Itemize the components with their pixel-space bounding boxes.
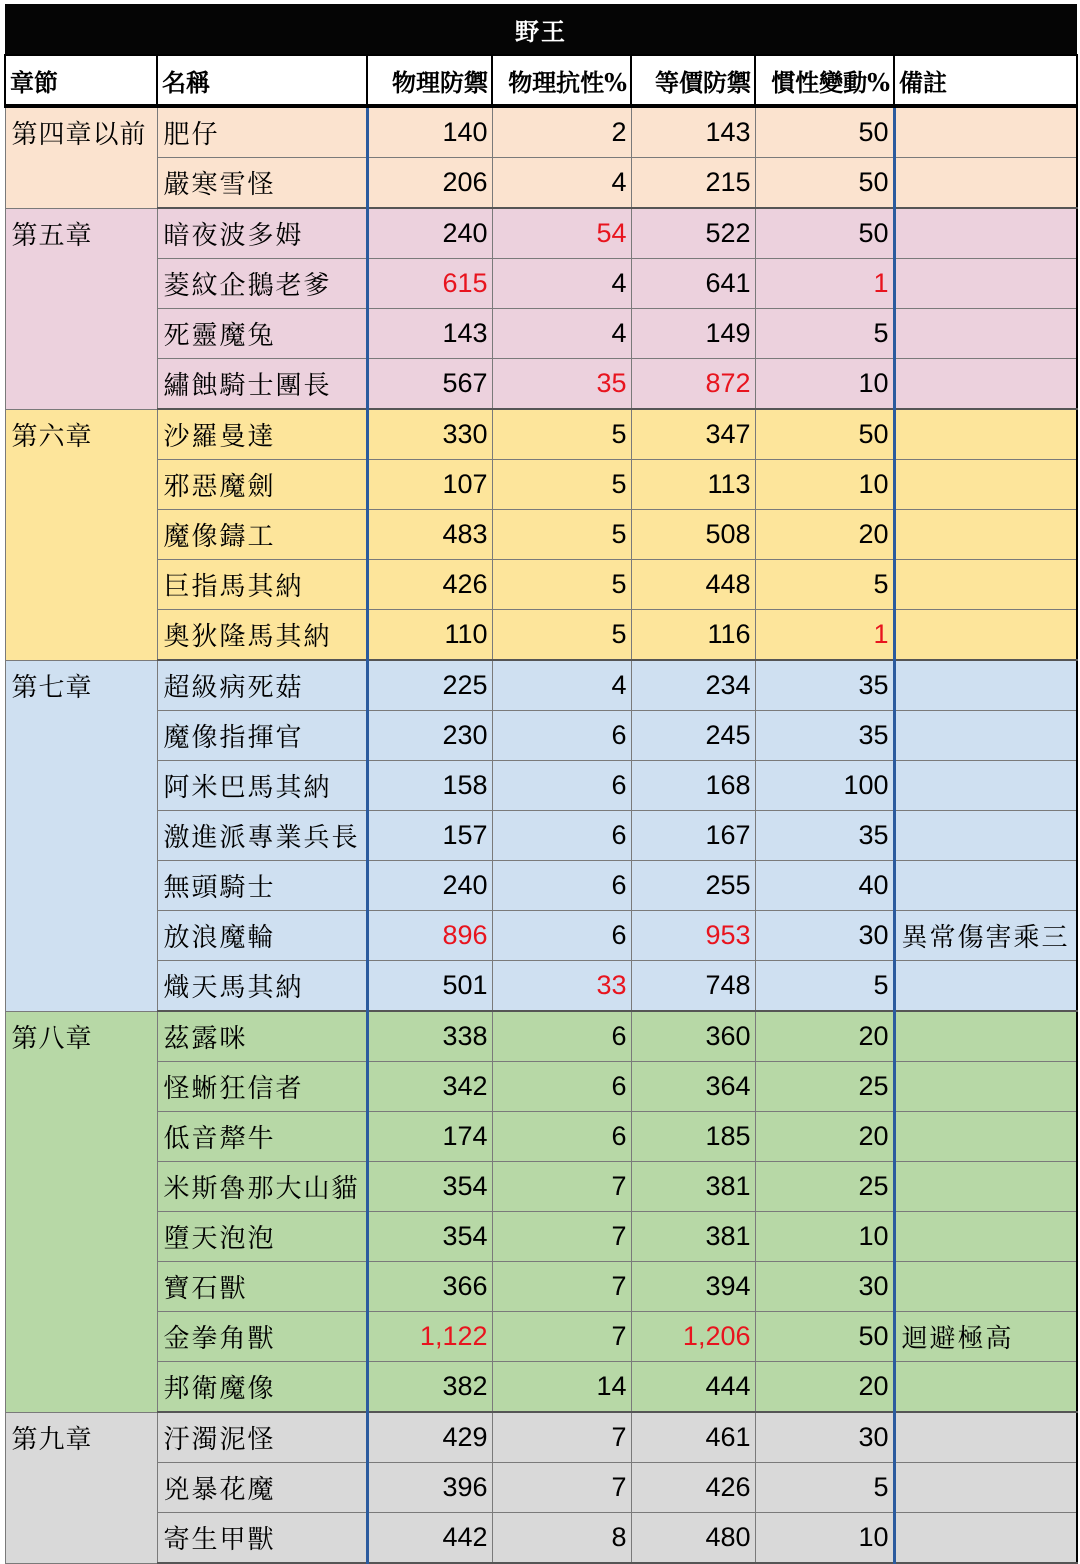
cell-inertia-change[interactable]: 1 [755, 610, 894, 661]
cell-inertia-change[interactable]: 35 [755, 660, 894, 711]
table-row [5, 1412, 1077, 1463]
cell-equivalent-defense[interactable]: 143 [631, 106, 755, 158]
cell-inertia-change[interactable]: 50 [755, 409, 894, 460]
cell-inertia-change[interactable]: 20 [755, 1011, 894, 1062]
cell-physical-resistance[interactable]: 7 [492, 1262, 631, 1312]
table-row [5, 811, 1077, 861]
cell-physical-defense[interactable]: 366 [367, 1262, 492, 1312]
cell-inertia-change[interactable]: 100 [755, 761, 894, 811]
cell-notes[interactable] [894, 961, 1077, 1012]
cell-notes[interactable] [894, 158, 1077, 209]
cell-equivalent-defense[interactable]: 641 [631, 259, 755, 309]
cell-chapter[interactable]: 第七章 [5, 660, 157, 1011]
cell-physical-defense[interactable]: 157 [367, 811, 492, 861]
cell-physical-resistance[interactable]: 5 [492, 510, 631, 560]
cell-equivalent-defense[interactable]: 347 [631, 409, 755, 460]
table-row [5, 610, 1077, 661]
chapter-group [5, 1412, 1077, 1563]
cell-physical-resistance[interactable]: 7 [492, 1212, 631, 1262]
cell-monster-name[interactable]: 放浪魔輪 [157, 911, 367, 961]
cell-physical-defense[interactable]: 330 [367, 409, 492, 460]
cell-notes[interactable] [894, 1463, 1077, 1513]
cell-equivalent-defense[interactable]: 245 [631, 711, 755, 761]
table-row [5, 1112, 1077, 1162]
cell-notes[interactable]: 迴避極高 [894, 1312, 1077, 1362]
chapter-group [5, 409, 1077, 660]
table-row [5, 1062, 1077, 1112]
cell-notes[interactable] [894, 359, 1077, 410]
cell-equivalent-defense[interactable]: 360 [631, 1011, 755, 1062]
cell-monster-name[interactable]: 嚴寒雪怪 [157, 158, 367, 209]
cell-inertia-change[interactable]: 10 [755, 1513, 894, 1564]
cell-notes[interactable] [894, 510, 1077, 560]
cell-equivalent-defense[interactable]: 255 [631, 861, 755, 911]
table-row [5, 106, 1077, 158]
cell-notes[interactable] [894, 1262, 1077, 1312]
cell-chapter[interactable]: 第六章 [5, 409, 157, 660]
cell-equivalent-defense[interactable]: 522 [631, 208, 755, 259]
cell-notes[interactable] [894, 660, 1077, 711]
cell-inertia-change[interactable]: 10 [755, 1212, 894, 1262]
cell-inertia-change[interactable]: 50 [755, 106, 894, 158]
cell-inertia-change[interactable]: 1 [755, 259, 894, 309]
chapter-group [5, 1011, 1077, 1412]
cell-monster-name[interactable]: 低音犛牛 [157, 1112, 367, 1162]
cell-monster-name[interactable]: 繡蝕騎士團長 [157, 359, 367, 410]
cell-physical-defense[interactable]: 143 [367, 309, 492, 359]
cell-inertia-change[interactable]: 50 [755, 208, 894, 259]
cell-physical-resistance[interactable]: 6 [492, 911, 631, 961]
cell-physical-resistance[interactable]: 7 [492, 1312, 631, 1362]
cell-physical-defense[interactable]: 206 [367, 158, 492, 209]
cell-physical-defense[interactable]: 230 [367, 711, 492, 761]
cell-physical-defense[interactable]: 567 [367, 359, 492, 410]
cell-physical-defense[interactable]: 158 [367, 761, 492, 811]
cell-inertia-change[interactable]: 5 [755, 560, 894, 610]
cell-equivalent-defense[interactable]: 234 [631, 660, 755, 711]
cell-equivalent-defense[interactable]: 168 [631, 761, 755, 811]
cell-notes[interactable] [894, 259, 1077, 309]
table-row [5, 711, 1077, 761]
cell-physical-defense[interactable]: 429 [367, 1412, 492, 1463]
cell-notes[interactable] [894, 711, 1077, 761]
cell-monster-name[interactable]: 茲露咪 [157, 1011, 367, 1062]
cell-physical-defense[interactable]: 225 [367, 660, 492, 711]
cell-equivalent-defense[interactable]: 394 [631, 1262, 755, 1312]
cell-equivalent-defense[interactable]: 872 [631, 359, 755, 410]
cell-notes[interactable] [894, 761, 1077, 811]
cell-physical-resistance[interactable]: 6 [492, 1011, 631, 1062]
cell-inertia-change[interactable]: 30 [755, 911, 894, 961]
chapter-group [5, 208, 1077, 409]
cell-notes[interactable] [894, 1112, 1077, 1162]
cell-equivalent-defense[interactable]: 364 [631, 1062, 755, 1112]
cell-monster-name[interactable]: 邦衛魔像 [157, 1362, 367, 1413]
cell-chapter[interactable]: 第八章 [5, 1011, 157, 1412]
cell-monster-name[interactable]: 兇暴花魔 [157, 1463, 367, 1513]
chapter-group [5, 660, 1077, 1011]
cell-inertia-change[interactable]: 20 [755, 510, 894, 560]
cell-physical-defense[interactable]: 338 [367, 1011, 492, 1062]
cell-equivalent-defense[interactable]: 480 [631, 1513, 755, 1564]
cell-monster-name[interactable]: 巨指馬其納 [157, 560, 367, 610]
cell-inertia-change[interactable]: 40 [755, 861, 894, 911]
cell-monster-name[interactable]: 熾天馬其納 [157, 961, 367, 1012]
cell-equivalent-defense[interactable]: 1,206 [631, 1312, 755, 1362]
cell-inertia-change[interactable]: 25 [755, 1062, 894, 1112]
cell-physical-resistance[interactable]: 7 [492, 1463, 631, 1513]
cell-equivalent-defense[interactable]: 149 [631, 309, 755, 359]
header-chapter[interactable]: 章節 [5, 55, 157, 106]
cell-monster-name[interactable]: 阿米巴馬其納 [157, 761, 367, 811]
cell-monster-name[interactable]: 魔像鑄工 [157, 510, 367, 560]
cell-physical-resistance[interactable]: 6 [492, 861, 631, 911]
cell-inertia-change[interactable]: 5 [755, 309, 894, 359]
cell-physical-resistance[interactable]: 35 [492, 359, 631, 410]
cell-monster-name[interactable]: 暗夜波多姆 [157, 208, 367, 259]
cell-notes[interactable] [894, 1513, 1077, 1564]
cell-monster-name[interactable]: 寶石獸 [157, 1262, 367, 1312]
cell-physical-defense[interactable]: 483 [367, 510, 492, 560]
cell-physical-resistance[interactable]: 8 [492, 1513, 631, 1564]
cell-physical-resistance[interactable]: 54 [492, 208, 631, 259]
cell-inertia-change[interactable]: 20 [755, 1362, 894, 1413]
cell-monster-name[interactable]: 墮天泡泡 [157, 1212, 367, 1262]
cell-physical-defense[interactable]: 896 [367, 911, 492, 961]
cell-physical-resistance[interactable]: 4 [492, 158, 631, 209]
header-name[interactable]: 名稱 [157, 55, 367, 106]
table-row [5, 660, 1077, 711]
header-row [5, 55, 1077, 106]
sheet-title: 野王 [5, 4, 1077, 55]
cell-equivalent-defense[interactable]: 461 [631, 1412, 755, 1463]
cell-physical-defense[interactable]: 501 [367, 961, 492, 1012]
cell-physical-resistance[interactable]: 14 [492, 1362, 631, 1413]
table-row [5, 1513, 1077, 1564]
table-row [5, 861, 1077, 911]
cell-monster-name[interactable]: 肥仔 [157, 106, 367, 158]
cell-inertia-change[interactable]: 50 [755, 1312, 894, 1362]
cell-inertia-change[interactable]: 5 [755, 1463, 894, 1513]
table-row [5, 1011, 1077, 1062]
cell-physical-defense[interactable]: 174 [367, 1112, 492, 1162]
monster-defense-sheet [4, 4, 1076, 1564]
cell-inertia-change[interactable]: 20 [755, 1112, 894, 1162]
cell-monster-name[interactable]: 寄生甲獸 [157, 1513, 367, 1564]
cell-physical-defense[interactable]: 1,122 [367, 1312, 492, 1362]
table-row [5, 259, 1077, 309]
cell-physical-resistance[interactable]: 5 [492, 460, 631, 510]
cell-physical-resistance[interactable]: 6 [492, 711, 631, 761]
cell-physical-resistance[interactable]: 2 [492, 106, 631, 158]
cell-physical-defense[interactable]: 396 [367, 1463, 492, 1513]
table-row [5, 1262, 1077, 1312]
cell-equivalent-defense[interactable]: 748 [631, 961, 755, 1012]
cell-inertia-change[interactable]: 30 [755, 1262, 894, 1312]
cell-inertia-change[interactable]: 35 [755, 811, 894, 861]
cell-notes[interactable]: 異常傷害乘三 [894, 911, 1077, 961]
cell-inertia-change[interactable]: 50 [755, 158, 894, 209]
cell-chapter[interactable]: 第九章 [5, 1412, 157, 1563]
cell-physical-defense[interactable]: 382 [367, 1362, 492, 1413]
table-row [5, 409, 1077, 460]
cell-monster-name[interactable]: 汙濁泥怪 [157, 1412, 367, 1463]
cell-physical-defense[interactable]: 110 [367, 610, 492, 661]
cell-equivalent-defense[interactable]: 508 [631, 510, 755, 560]
table-row [5, 560, 1077, 610]
cell-notes[interactable] [894, 309, 1077, 359]
cell-monster-name[interactable]: 魔像指揮官 [157, 711, 367, 761]
table-row [5, 208, 1077, 259]
cell-chapter[interactable]: 第五章 [5, 208, 157, 409]
cell-inertia-change[interactable]: 35 [755, 711, 894, 761]
cell-notes[interactable] [894, 811, 1077, 861]
cell-equivalent-defense[interactable]: 113 [631, 460, 755, 510]
cell-notes[interactable] [894, 1062, 1077, 1112]
cell-notes[interactable] [894, 409, 1077, 460]
cell-monster-name[interactable]: 激進派專業兵長 [157, 811, 367, 861]
table-row [5, 1362, 1077, 1413]
cell-inertia-change[interactable]: 30 [755, 1412, 894, 1463]
cell-monster-name[interactable]: 金拳角獸 [157, 1312, 367, 1362]
cell-monster-name[interactable]: 沙羅曼達 [157, 409, 367, 460]
cell-equivalent-defense[interactable]: 381 [631, 1162, 755, 1212]
cell-notes[interactable] [894, 1212, 1077, 1262]
cell-monster-name[interactable]: 米斯魯那大山貓 [157, 1162, 367, 1212]
cell-physical-resistance[interactable]: 5 [492, 610, 631, 661]
cell-notes[interactable] [894, 1011, 1077, 1062]
cell-monster-name[interactable]: 奧狄隆馬其納 [157, 610, 367, 661]
monster-defense-table [4, 4, 1078, 1564]
cell-inertia-change[interactable]: 5 [755, 961, 894, 1012]
table-row [5, 158, 1077, 209]
cell-notes[interactable] [894, 1362, 1077, 1413]
cell-equivalent-defense[interactable]: 953 [631, 911, 755, 961]
table-row [5, 460, 1077, 510]
cell-notes[interactable] [894, 208, 1077, 259]
table-row [5, 911, 1077, 961]
cell-physical-defense[interactable]: 240 [367, 861, 492, 911]
cell-monster-name[interactable]: 怪蜥狂信者 [157, 1062, 367, 1112]
cell-monster-name[interactable]: 超級病死菇 [157, 660, 367, 711]
table-row [5, 359, 1077, 410]
cell-physical-resistance[interactable]: 6 [492, 1062, 631, 1112]
cell-physical-resistance[interactable]: 6 [492, 761, 631, 811]
table-row [5, 1463, 1077, 1513]
cell-physical-defense[interactable]: 426 [367, 560, 492, 610]
cell-physical-resistance[interactable]: 4 [492, 660, 631, 711]
title-row [5, 4, 1077, 55]
cell-monster-name[interactable]: 無頭騎士 [157, 861, 367, 911]
header-notes[interactable]: 備註 [894, 55, 1077, 106]
cell-notes[interactable] [894, 1412, 1077, 1463]
cell-monster-name[interactable]: 邪惡魔劍 [157, 460, 367, 510]
cell-inertia-change[interactable]: 10 [755, 359, 894, 410]
cell-physical-defense[interactable]: 140 [367, 106, 492, 158]
cell-notes[interactable] [894, 106, 1077, 158]
cell-equivalent-defense[interactable]: 215 [631, 158, 755, 209]
cell-physical-defense[interactable]: 107 [367, 460, 492, 510]
cell-physical-resistance[interactable]: 5 [492, 560, 631, 610]
table-row [5, 961, 1077, 1012]
cell-notes[interactable] [894, 861, 1077, 911]
table-row [5, 1312, 1077, 1362]
cell-equivalent-defense[interactable]: 116 [631, 610, 755, 661]
cell-inertia-change[interactable]: 10 [755, 460, 894, 510]
header-equivalent-defense[interactable]: 等價防禦 [631, 55, 755, 106]
cell-physical-resistance[interactable]: 33 [492, 961, 631, 1012]
cell-physical-resistance[interactable]: 6 [492, 1112, 631, 1162]
header-inertia-change[interactable]: 慣性變動% [755, 55, 894, 106]
header-physical-resistance[interactable]: 物理抗性% [492, 55, 631, 106]
cell-physical-resistance[interactable]: 5 [492, 409, 631, 460]
table-row [5, 761, 1077, 811]
cell-notes[interactable] [894, 610, 1077, 661]
cell-inertia-change[interactable]: 25 [755, 1162, 894, 1212]
cell-physical-resistance[interactable]: 4 [492, 309, 631, 359]
cell-equivalent-defense[interactable]: 448 [631, 560, 755, 610]
cell-physical-resistance[interactable]: 4 [492, 259, 631, 309]
cell-notes[interactable] [894, 460, 1077, 510]
cell-equivalent-defense[interactable]: 167 [631, 811, 755, 861]
cell-notes[interactable] [894, 1162, 1077, 1212]
cell-monster-name[interactable]: 菱紋企鵝老爹 [157, 259, 367, 309]
cell-physical-resistance[interactable]: 6 [492, 811, 631, 861]
cell-physical-resistance[interactable]: 7 [492, 1162, 631, 1212]
cell-physical-resistance[interactable]: 7 [492, 1412, 631, 1463]
cell-monster-name[interactable]: 死靈魔兔 [157, 309, 367, 359]
table-row [5, 510, 1077, 560]
cell-equivalent-defense[interactable]: 426 [631, 1463, 755, 1513]
cell-equivalent-defense[interactable]: 444 [631, 1362, 755, 1413]
cell-equivalent-defense[interactable]: 185 [631, 1112, 755, 1162]
table-row [5, 1212, 1077, 1262]
table-row [5, 1162, 1077, 1212]
cell-notes[interactable] [894, 560, 1077, 610]
cell-physical-defense[interactable]: 342 [367, 1062, 492, 1112]
chapter-group [5, 106, 1077, 208]
table-row [5, 309, 1077, 359]
cell-physical-defense[interactable]: 354 [367, 1212, 492, 1262]
header-physical-defense[interactable]: 物理防禦 [367, 55, 492, 106]
cell-physical-defense[interactable]: 615 [367, 259, 492, 309]
cell-chapter[interactable]: 第四章以前 [5, 106, 157, 208]
cell-physical-defense[interactable]: 354 [367, 1162, 492, 1212]
cell-equivalent-defense[interactable]: 381 [631, 1212, 755, 1262]
cell-physical-defense[interactable]: 240 [367, 208, 492, 259]
cell-physical-defense[interactable]: 442 [367, 1513, 492, 1564]
